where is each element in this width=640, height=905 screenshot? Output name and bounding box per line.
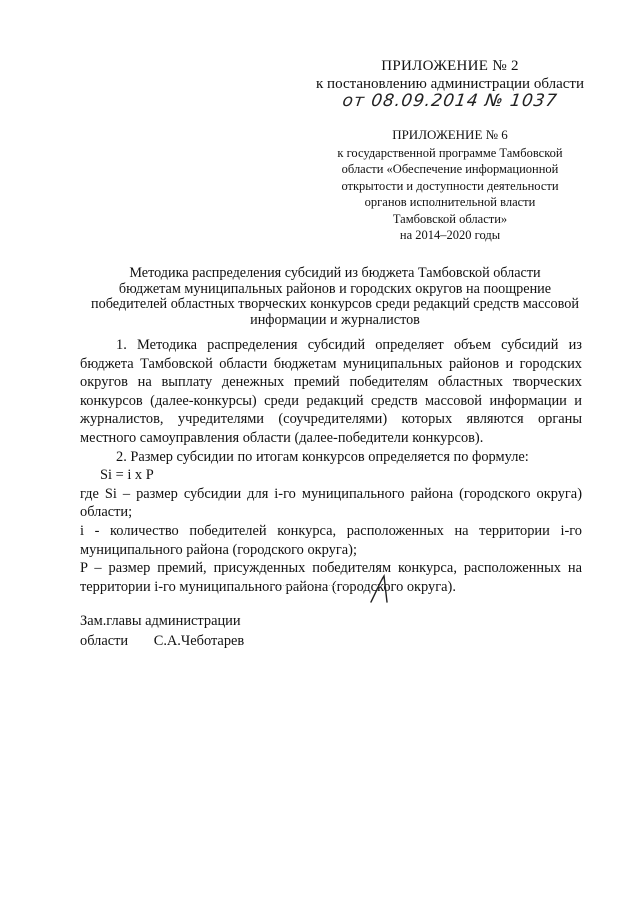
method-title-line: Методика распределения субсидий из бюджета Тамбовской области [129,265,541,281]
method-title [75,266,595,328]
definition-i: i - количество победителей конкурса, расположенных на территории i-го муниципального района (городского округа); [80,522,582,558]
paragraph-2: 2. Размер субсидии по итогам конкурсов определяется по формуле: [116,448,529,465]
document-body [80,336,582,596]
appendix-6-line: открытости и доступности деятельности [341,178,559,193]
signature-position-2: области [80,633,129,649]
method-title-line: информации и журналистов [250,311,420,328]
appendix-2-header [300,58,600,111]
appendix-2-subtitle: к постановлению администрации области [316,76,584,92]
method-title-line: победителей областных творческих конкурсов среди редакций средств массовой [91,296,579,312]
formula: Si = i x P [100,467,154,484]
handwritten-date: от 08.09.2014 № 1037 [341,91,559,111]
appendix-6-header [335,127,565,244]
signature-block [80,611,244,651]
appendix-2-title: ПРИЛОЖЕНИЕ № 2 [381,58,519,74]
appendix-6-line: Тамбовской области» [392,211,508,226]
appendix-6-title: ПРИЛОЖЕНИЕ № 6 [392,127,508,142]
appendix-6-line: на 2014–2020 годы [399,228,501,242]
faint-dotted-line [270,585,360,586]
signature-mark [368,574,392,604]
method-title-line: бюджетам муниципальных районов и городских округов на поощрение [118,280,552,297]
signature-position: Зам.главы администрации [80,613,241,629]
appendix-6-line: к государственной программе Тамбовской [337,145,563,160]
definition-p: P – размер премий, присужденных победителям конкурса, расположенных на территории i-го муниципального района (городского округа). [80,560,582,595]
appendix-6-line: органов исполнительной власти [364,195,536,209]
paragraph-1: 1. Методика распределения субсидий определяет объем субсидий из бюджета Тамбовской области бюджетам муниципальных районов и городских округов на выплату денежных премий победителям областных творческих конкурсов (далее-конкурсы) среди редакций средств массовой информации и журналистов, учредителями (соучредителями) которых являются органы местного самоуправления области (далее-победители конкурсов). [80,337,582,446]
definition-si: где Si – размер субсидии для i-го муниципального района (городского округа) области; [80,485,582,521]
appendix-6-line: области «Обеспечение информационной [341,162,559,176]
signature-name: С.А.Чеботарев [153,633,245,649]
